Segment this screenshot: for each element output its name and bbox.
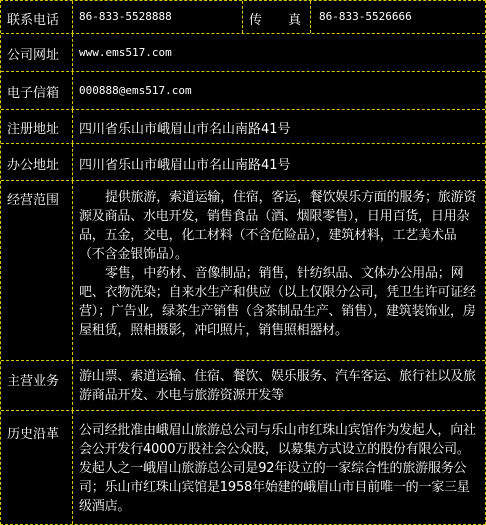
row-office-address xyxy=(1,144,485,181)
value-cell xyxy=(73,361,485,410)
registered-address-label: 注册地址 xyxy=(7,122,60,137)
email-link[interactable]: 000888@ems517.com xyxy=(79,84,192,97)
row-history xyxy=(1,411,485,524)
business-scope-label: 经营范围 xyxy=(7,193,60,208)
business-scope-paragraph: 提供旅游，索道运输，住宿，客运，餐饮娱乐方面的服务；旅游资源及商品、水电开发，销售食品（酒、烟限零售），日用百货，日用杂品，五金，交电，化工材料（不含危险品），建筑材料，工艺美术品（不含金银饰品）。 xyxy=(79,190,477,262)
phone-value: 86-833-5528888 xyxy=(79,10,172,23)
value-cell xyxy=(73,110,485,143)
row-email xyxy=(1,72,485,110)
fax-label: 传 真 xyxy=(249,13,302,28)
label-cell xyxy=(1,72,73,109)
value-cell xyxy=(73,181,485,360)
label-cell xyxy=(1,110,73,143)
history-value: 公司经批准由峨眉山旅游总公司与乐山市红珠山宾馆作为发起人，向社会公开发行4000万股社会公众股，以募集方式设立的股份有限公司。发起人之一峨眉山旅游总公司是92年设立的一家综合性的旅游服务公司；乐山市红珠山宾馆是1958年始建的峨眉山市目前唯一的一家三星级酒店。 xyxy=(79,423,476,514)
label-cell xyxy=(1,1,73,33)
label-cell xyxy=(1,361,73,410)
value-cell xyxy=(73,144,485,180)
fax-label-cell xyxy=(243,1,311,33)
website-label: 公司网址 xyxy=(7,48,60,63)
fax-value: 86-833-5526666 xyxy=(319,10,412,23)
value-cell xyxy=(73,72,485,109)
main-business-label: 主营业务 xyxy=(7,374,60,389)
business-scope-text xyxy=(79,188,477,340)
row-contact xyxy=(1,1,485,34)
fax-value-cell xyxy=(311,1,485,33)
business-scope-paragraph: 零售，中药材、音像制品；销售，针纺织品、文体办公用品；网吧、衣物洗染；自来水生产和供应（以上仅限分公司，凭卫生许可证经营）；广告业，绿茶生产销售（含茶制品生产、销售），建筑装饰业，房屋租赁，照相摄影，冲印照片，销售照相器材。 xyxy=(79,266,476,338)
label-cell xyxy=(1,144,73,180)
phone-label: 联系电话 xyxy=(7,13,60,28)
phone-value-cell xyxy=(73,1,243,33)
row-registered-address xyxy=(1,110,485,144)
label-cell xyxy=(1,34,73,71)
website-link[interactable]: www.ems517.com xyxy=(79,46,172,59)
main-business-value: 游山票、索道运输、住宿、餐饮、娱乐服务、汽车客运、旅行社以及旅游商品开发、水电与旅游资源开发等 xyxy=(79,369,476,403)
label-cell xyxy=(1,411,73,524)
row-main-business xyxy=(1,361,485,411)
office-address-value: 四川省乐山市峨眉山市名山南路41号 xyxy=(79,158,291,173)
history-label: 历史沿革 xyxy=(7,427,60,442)
value-cell xyxy=(73,411,485,524)
row-website xyxy=(1,34,485,72)
office-address-label: 办公地址 xyxy=(7,158,60,173)
registered-address-value: 四川省乐山市峨眉山市名山南路41号 xyxy=(79,122,291,137)
email-label: 电子信箱 xyxy=(7,86,60,101)
value-cell xyxy=(73,34,485,71)
row-business-scope xyxy=(1,181,485,361)
label-cell xyxy=(1,181,73,360)
